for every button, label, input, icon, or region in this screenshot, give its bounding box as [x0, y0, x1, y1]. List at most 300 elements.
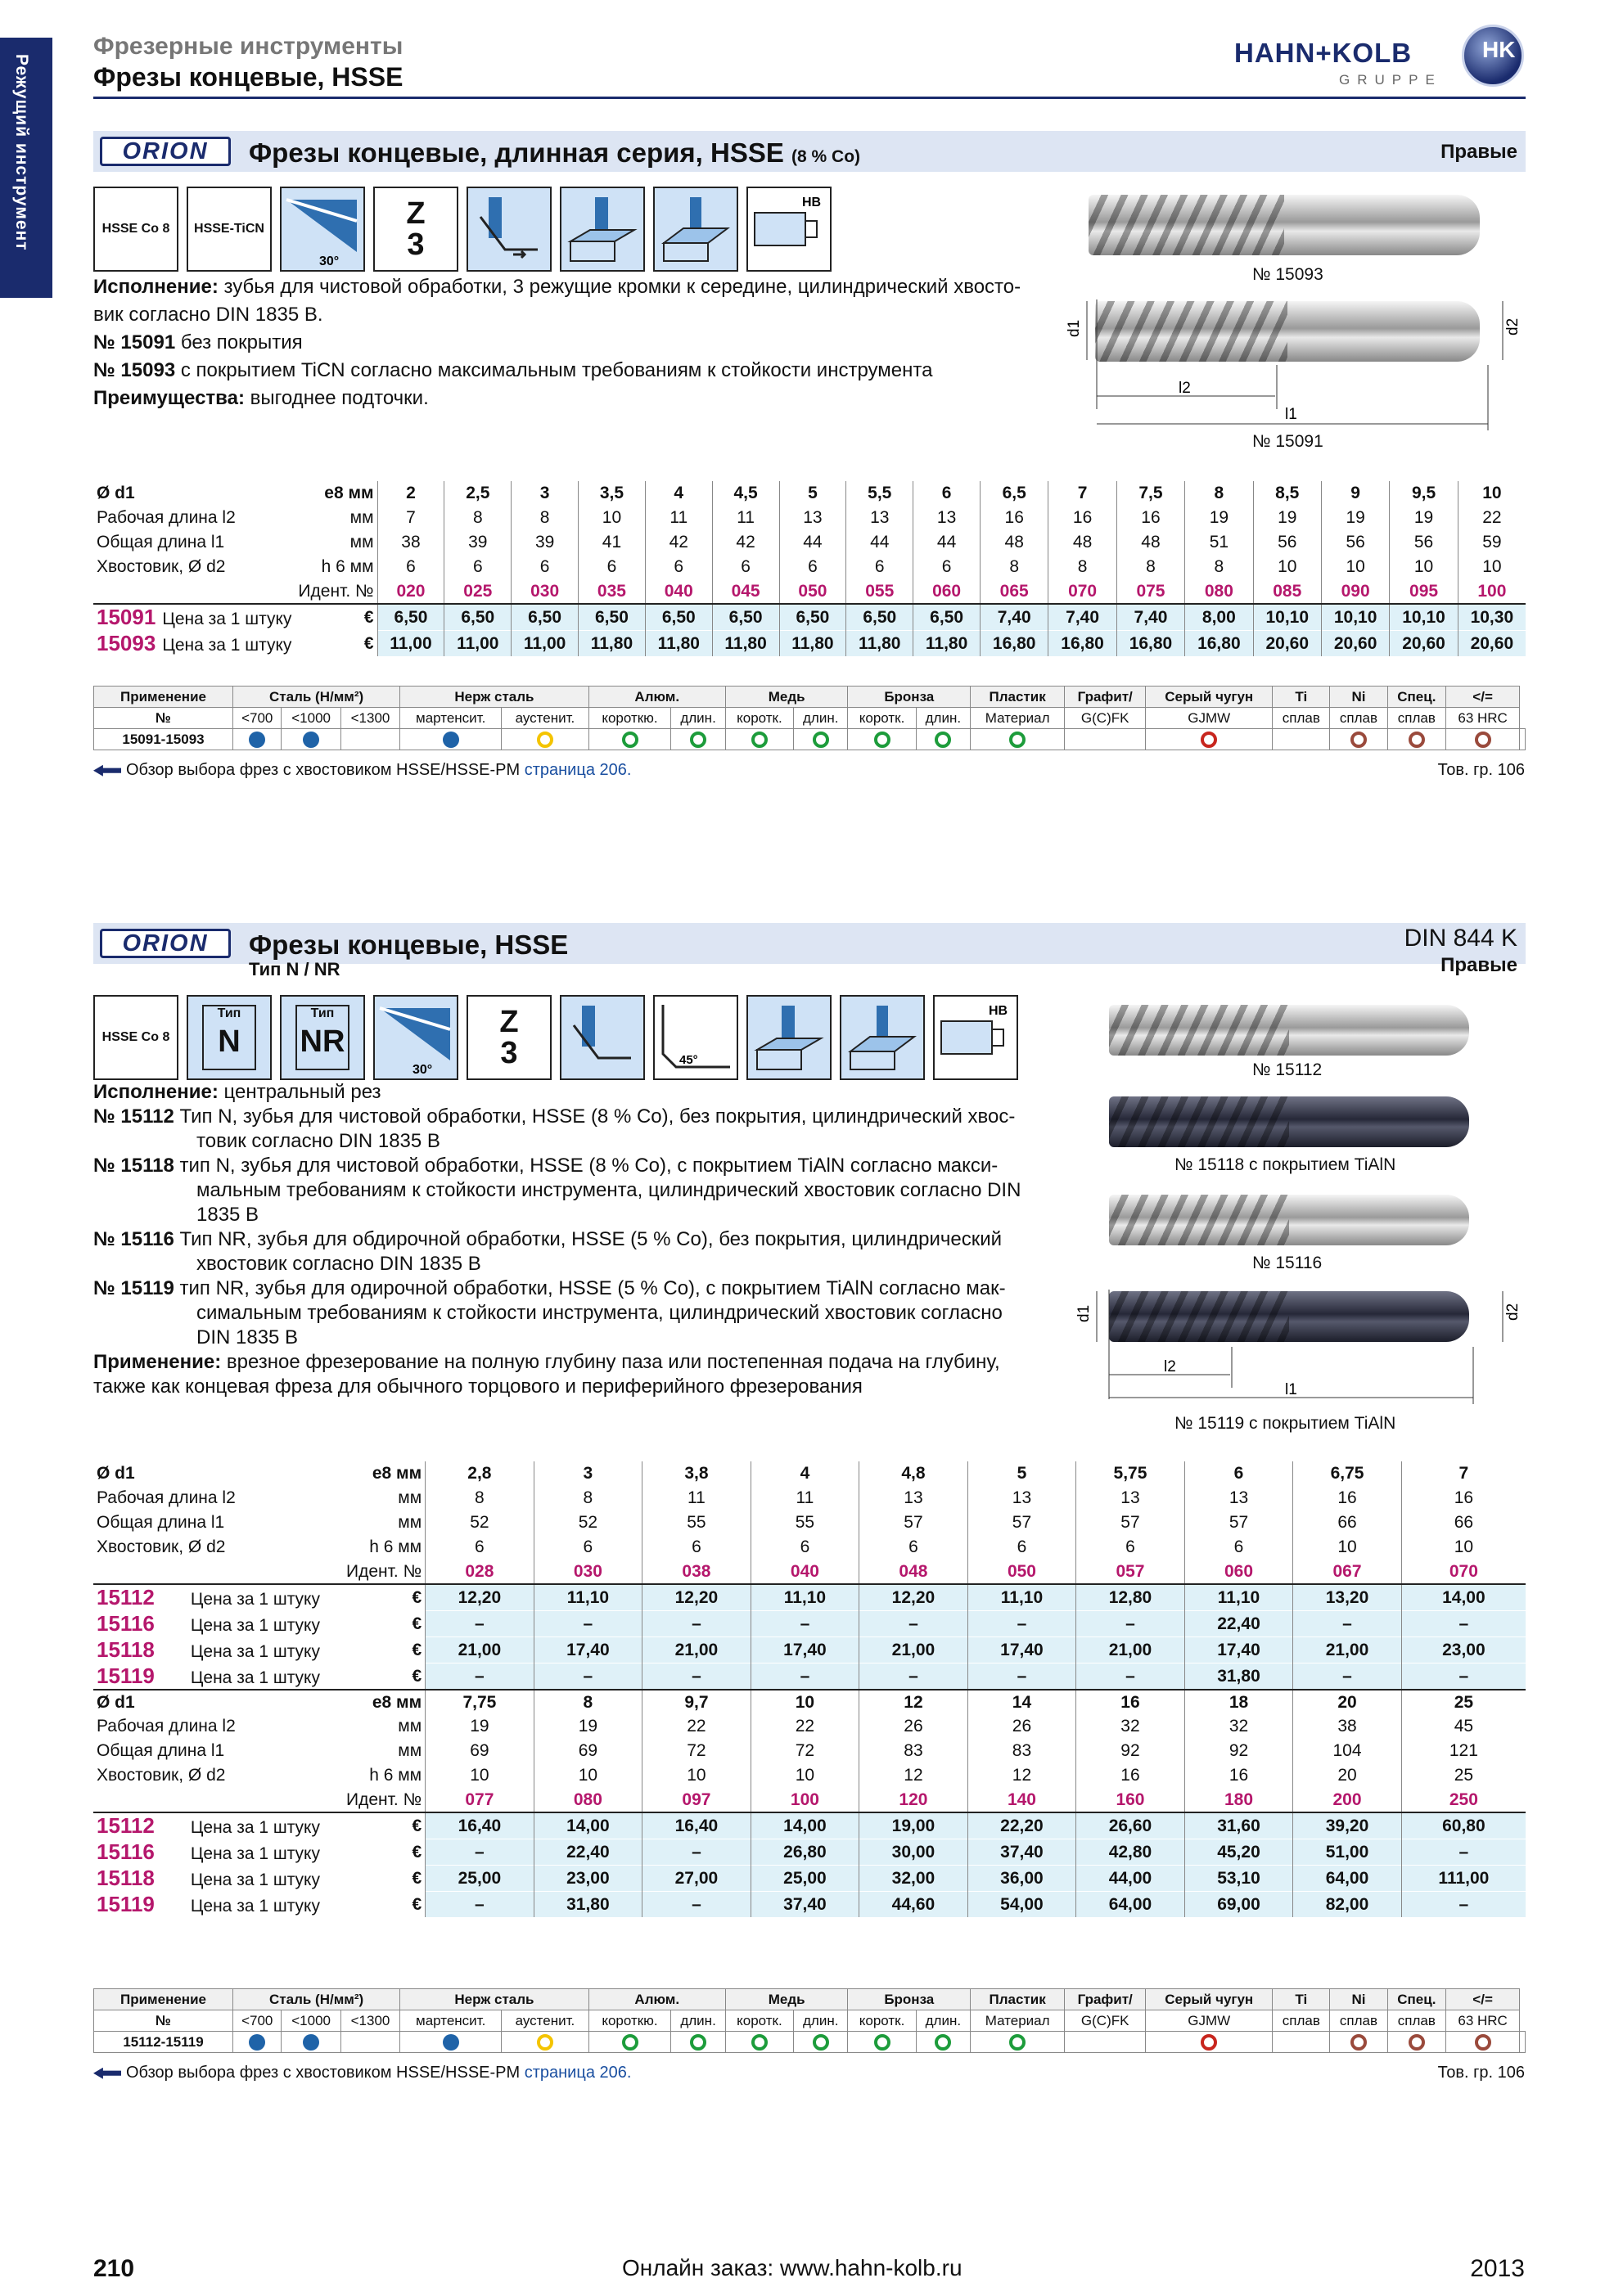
section2-spec-table: [93, 1461, 1526, 1917]
material-header: [94, 687, 1526, 708]
material-subgroup: сплав: [1273, 2010, 1330, 2032]
suitability-cell: [502, 729, 589, 750]
spec-cell: 6: [1184, 1461, 1293, 1486]
price-cell: 8,00: [1185, 604, 1253, 631]
material-group: </=: [1446, 687, 1520, 708]
spec-cell: 13: [1184, 1486, 1293, 1510]
section2-direction: Правые: [1440, 954, 1517, 976]
suitability-cell: [400, 729, 502, 750]
material-group: Спец.: [1387, 1989, 1446, 2010]
price-cell: 6,50: [846, 604, 913, 631]
price-label: Цена за 1 штуку: [190, 1871, 320, 1889]
price-cell: 39,20: [1293, 1812, 1402, 1839]
suitability-cell: [588, 2032, 671, 2053]
header-rule: [93, 97, 1526, 99]
brand-logo-text: HAHN+KOLB: [1234, 38, 1413, 68]
material-subgroup: длин.: [916, 2010, 971, 2032]
spec-cell: 6: [534, 1535, 642, 1560]
suitability-cell: [1520, 2032, 1526, 2053]
suitability-cell: [1446, 2032, 1520, 2053]
price-row: [93, 1584, 1526, 1611]
row-unit: e8 мм: [372, 1692, 422, 1712]
price-cell: 21,00: [859, 1637, 968, 1663]
price-cell: 21,00: [426, 1637, 534, 1663]
currency: €: [343, 1663, 426, 1690]
spec-cell: 9: [1321, 481, 1389, 506]
row-label: Рабочая длина l2: [97, 1488, 236, 1507]
spec-cell: 10: [642, 1763, 751, 1788]
suitability-cell: [282, 2032, 340, 2053]
material-group: Графит/: [1065, 687, 1146, 708]
spec-cell: 66: [1293, 1510, 1402, 1535]
desc-line: № 15119 тип NR, зубья для одирочной обработки, HSSE (5 % Co), с покрытием TiAlN согласно мак-симальным требованиям к стойкости инструмента, цилиндрический хвостовик согласно DIN 1835 B: [93, 1277, 1006, 1348]
currency: €: [343, 1637, 426, 1663]
spec-cell: 16: [1293, 1486, 1402, 1510]
material-group: Применение: [94, 1989, 233, 2010]
price-cell: 7,40: [1048, 604, 1116, 631]
desc-line: № 15118 тип N, зубья для чистовой обработки, HSSE (8 % Co), с покрытием TiAlN согласно макси-мальным требованиям к стойкости инструмента, цилиндрический хвостовик согласно DIN 1835 B: [93, 1155, 1021, 1226]
spec-row: [93, 530, 1526, 555]
suitability-cell: [588, 729, 671, 750]
spec-cell: 72: [642, 1739, 751, 1763]
spec-cell: 7,75: [426, 1690, 534, 1714]
spec-cell: 16: [1076, 1690, 1185, 1714]
suitability-cell: [1065, 729, 1146, 750]
tool-image-15093: [1089, 195, 1480, 255]
price-cell: 10,30: [1458, 604, 1526, 631]
spec-cell: 22: [1458, 506, 1526, 530]
spec-cell: 8: [981, 555, 1048, 579]
material-subgroup: короткю.: [588, 2010, 671, 2032]
spec-cell: 065: [981, 579, 1048, 604]
tool-image-15118: [1109, 1096, 1469, 1147]
material-group: Графит/: [1065, 1989, 1146, 2010]
shank-hb-icon: [933, 995, 1018, 1080]
spec-cell: 250: [1401, 1788, 1526, 1812]
spec-cell: 56: [1390, 530, 1458, 555]
limited-dot-icon: [1201, 732, 1217, 748]
brand-logo-subtext: GRUPPE: [1339, 72, 1442, 88]
spec-cell: 6: [712, 555, 779, 579]
article-number: 15116: [97, 1839, 155, 1864]
price-cell: –: [1293, 1663, 1402, 1690]
price-cell: –: [859, 1611, 968, 1637]
material-subgroup: <1300: [340, 2010, 399, 2032]
material-subgroup: сплав: [1330, 2010, 1387, 2032]
spec-cell: 20: [1293, 1690, 1402, 1714]
material-subgroup: мартенсит.: [400, 708, 502, 729]
material-subgroup: сплав: [1330, 708, 1387, 729]
price-cell: 12,20: [642, 1584, 751, 1611]
side-tab: Режущий инструмент: [0, 38, 52, 298]
article-cell: [93, 1663, 343, 1690]
order-url[interactable]: Онлайн заказ: www.hahn-kolb.ru: [622, 2255, 963, 2280]
article-cell: [93, 1812, 343, 1839]
price-label: Цена за 1 штуку: [190, 1844, 320, 1863]
price-cell: –: [642, 1663, 751, 1690]
suitability-cell: [916, 2032, 971, 2053]
price-cell: 31,60: [1184, 1812, 1293, 1839]
spec-cell: 5,5: [846, 481, 913, 506]
suitability-cell: [1146, 729, 1273, 750]
price-cell: 37,40: [967, 1839, 1076, 1866]
spec-cell: 080: [534, 1788, 642, 1812]
material-subgroup: коротк.: [725, 2010, 793, 2032]
price-cell: 11,80: [579, 631, 646, 657]
spec-cell: 3: [534, 1461, 642, 1486]
section2-title: Фрезы концевые, HSSE: [249, 930, 569, 960]
row-unit: мм: [349, 533, 374, 551]
material-subgroup: длин.: [671, 708, 726, 729]
spec-cell: 59: [1458, 530, 1526, 555]
material-group: Медь: [725, 1989, 848, 2010]
material-subgroup: мартенсит.: [400, 2010, 502, 2032]
spec-cell: 6: [645, 555, 712, 579]
currency: €: [295, 604, 377, 631]
caption-15118: № 15118 с покрытием TiAlN: [1174, 1155, 1396, 1174]
arrow-left-icon: [93, 765, 121, 777]
svg-text:30°: 30°: [319, 254, 340, 268]
flute-count-icon: Z 3: [373, 187, 458, 272]
material-subgroup: G(C)FK: [1065, 708, 1146, 729]
spec-cell: 12: [859, 1690, 968, 1714]
price-cell: 16,40: [426, 1812, 534, 1839]
spec-cell: 83: [967, 1739, 1076, 1763]
spec-cell: 8: [444, 506, 512, 530]
suitability-cell: [848, 2032, 916, 2053]
spec-row: [93, 1510, 1526, 1535]
spec-cell: 13: [967, 1486, 1076, 1510]
price-cell: 22,40: [534, 1839, 642, 1866]
spec-cell: 16: [1076, 1763, 1185, 1788]
spec-cell: 4: [751, 1461, 859, 1486]
suitability-cell: [1065, 2032, 1146, 2053]
flute-count-icon: Z 3: [467, 995, 552, 1080]
spec-cell: 42: [645, 530, 712, 555]
spec-cell: 4,5: [712, 481, 779, 506]
price-cell: 14,00: [751, 1812, 859, 1839]
svg-text:d1: d1: [1066, 319, 1083, 337]
spec-cell: 10: [1390, 555, 1458, 579]
suitability-cell: [400, 2032, 502, 2053]
price-cell: –: [967, 1611, 1076, 1637]
section1-direction: Правые: [1440, 141, 1517, 163]
suitable-dot-icon: [622, 732, 638, 748]
spec-cell: 2,8: [426, 1461, 534, 1486]
coating-ticn-icon: HSSE-TiCN: [187, 187, 272, 272]
material-hsse-co8-icon: HSSE Co 8: [93, 995, 178, 1080]
price-cell: 60,80: [1401, 1812, 1526, 1839]
price-cell: 11,00: [512, 631, 579, 657]
suitability-cell: [971, 729, 1065, 750]
chamfer-angle-icon: [653, 995, 738, 1080]
spec-row: [93, 1763, 1526, 1788]
material-group: Применение: [94, 687, 233, 708]
spec-cell: 7: [1401, 1461, 1526, 1486]
price-label: Цена за 1 штуку: [190, 1616, 320, 1635]
price-cell: 11,00: [444, 631, 512, 657]
suitability-cell: [502, 2032, 589, 2053]
price-cell: –: [751, 1663, 859, 1690]
material-header: [94, 1989, 1526, 2010]
spec-cell: 6: [1076, 1535, 1185, 1560]
spec-cell: 16: [1048, 506, 1116, 530]
price-cell: –: [1293, 1611, 1402, 1637]
spec-cell: 44: [913, 530, 981, 555]
svg-text:45°: 45°: [679, 1053, 698, 1067]
price-cell: 26,80: [751, 1839, 859, 1866]
price-cell: 11,80: [712, 631, 779, 657]
spec-cell: 6: [751, 1535, 859, 1560]
spec-cell: 070: [1048, 579, 1116, 604]
price-label: Цена за 1 штуку: [190, 1897, 320, 1916]
spec-cell: 075: [1116, 579, 1184, 604]
recommended-dot-icon: [303, 2034, 319, 2051]
spec-cell: 25: [1401, 1690, 1526, 1714]
spec-cell: 83: [859, 1739, 968, 1763]
spec-cell: 19: [1390, 506, 1458, 530]
material-subgroup: №: [94, 2010, 233, 2032]
price-cell: 11,10: [967, 1584, 1076, 1611]
special-dot-icon: [1409, 2034, 1425, 2051]
spec-cell: 39: [444, 530, 512, 555]
row-label: Рабочая длина l2: [97, 1717, 236, 1736]
spec-cell: 16: [1401, 1486, 1526, 1510]
spec-cell: 10: [751, 1763, 859, 1788]
spec-cell: 5,75: [1076, 1461, 1185, 1486]
row-unit: e8 мм: [372, 1464, 422, 1483]
price-cell: 11,80: [846, 631, 913, 657]
spec-cell: 060: [913, 579, 981, 604]
spec-cell: 69: [534, 1739, 642, 1763]
spec-cell: 6: [913, 555, 981, 579]
arrow-left-icon: [93, 2068, 121, 2079]
material-subgroup: 63 HRC: [1446, 708, 1520, 729]
suitability-cell: [282, 729, 340, 750]
material-group: Спец.: [1387, 687, 1446, 708]
spec-cell: 92: [1184, 1739, 1293, 1763]
spec-row: [93, 481, 1526, 506]
price-label: Цена за 1 штуку: [190, 1668, 320, 1687]
spec-cell: 48: [1116, 530, 1184, 555]
section2-group: Тов. гр. 106: [1437, 2064, 1525, 2082]
row-label: [93, 1788, 343, 1812]
suitability-cell: [671, 2032, 726, 2053]
article-range: 15091-15093: [94, 729, 233, 750]
spec-cell: 13: [846, 506, 913, 530]
spec-cell: 097: [642, 1788, 751, 1812]
suitable-dot-icon: [813, 732, 829, 748]
special-dot-icon: [1475, 2034, 1491, 2051]
article-number: 15112: [97, 1585, 155, 1609]
spec-cell: 2,5: [444, 481, 512, 506]
spec-cell: 14: [967, 1690, 1076, 1714]
caption-15116: № 15116: [1252, 1254, 1323, 1272]
price-cell: 30,00: [859, 1839, 968, 1866]
row-unit: h 6 мм: [369, 1537, 422, 1556]
row-unit: Идент. №: [343, 1788, 426, 1812]
article-cell: [93, 1866, 343, 1892]
desc-line: Преимущества: выгоднее подточки.: [93, 387, 429, 409]
price-cell: 42,80: [1076, 1839, 1185, 1866]
suitability-cell: [1330, 729, 1387, 750]
suitability-row: [94, 729, 1526, 750]
price-label: Цена за 1 штуку: [162, 636, 292, 655]
article-number: 15116: [97, 1611, 155, 1636]
spec-cell: 19: [1253, 506, 1321, 530]
material-subgroup: коротк.: [848, 2010, 916, 2032]
price-cell: 16,80: [1185, 631, 1253, 657]
recommended-dot-icon: [303, 732, 319, 748]
spec-cell: 6: [779, 555, 846, 579]
spec-cell: 100: [751, 1788, 859, 1812]
spec-cell: 3,5: [579, 481, 646, 506]
price-cell: 11,80: [645, 631, 712, 657]
spec-cell: 095: [1390, 579, 1458, 604]
recommended-dot-icon: [249, 732, 265, 748]
price-row: [93, 1866, 1526, 1892]
slot-milling-icon: [746, 995, 832, 1080]
row-label: Ø d1: [97, 1464, 135, 1483]
spec-cell: 085: [1253, 579, 1321, 604]
special-dot-icon: [1350, 732, 1367, 748]
currency: €: [343, 1584, 426, 1611]
material-subheader: [94, 708, 1526, 729]
section1-footnote[interactable]: Обзор выбора фрез с хвостовиком HSSE/HSSE-PM страница 206.: [93, 761, 631, 780]
spec-cell: 38: [377, 530, 444, 555]
price-cell: 36,00: [967, 1866, 1076, 1892]
price-cell: 27,00: [642, 1866, 751, 1892]
side-milling-icon: [467, 187, 552, 272]
price-label: Цена за 1 штуку: [162, 610, 292, 628]
material-group: Сталь (Н/мм²): [233, 687, 400, 708]
spec-cell: 050: [967, 1560, 1076, 1584]
price-cell: 7,40: [1116, 604, 1184, 631]
pocket-milling-icon: [840, 995, 925, 1080]
price-row: [93, 1812, 1526, 1839]
spec-cell: 10: [534, 1763, 642, 1788]
spec-cell: 045: [712, 579, 779, 604]
spec-cell: 92: [1076, 1739, 1185, 1763]
currency: €: [295, 631, 377, 657]
price-cell: –: [534, 1663, 642, 1690]
spec-cell: 52: [426, 1510, 534, 1535]
spec-cell: 19: [1321, 506, 1389, 530]
spec-cell: 39: [512, 530, 579, 555]
material-subgroup: <700: [233, 2010, 282, 2032]
material-group: Пластик: [971, 1989, 1065, 2010]
spec-cell: 13: [1076, 1486, 1185, 1510]
spec-cell: 22: [642, 1714, 751, 1739]
price-cell: 23,00: [534, 1866, 642, 1892]
suitable-dot-icon: [751, 2034, 768, 2051]
spec-cell: 57: [859, 1510, 968, 1535]
price-cell: 64,00: [1076, 1892, 1185, 1918]
spec-cell: 10: [1401, 1535, 1526, 1560]
price-cell: 17,40: [1184, 1637, 1293, 1663]
spec-cell: 7,5: [1116, 481, 1184, 506]
spec-cell: 11: [751, 1486, 859, 1510]
price-cell: 11,10: [1184, 1584, 1293, 1611]
spec-cell: 9,5: [1390, 481, 1458, 506]
type-nr-icon: Тип NR: [280, 995, 365, 1080]
spec-cell: 8: [426, 1486, 534, 1510]
material-group: Алюм.: [588, 1989, 725, 2010]
spec-cell: 050: [779, 579, 846, 604]
row-unit: мм: [398, 1488, 422, 1507]
price-cell: 6,50: [444, 604, 512, 631]
caption-15112: № 15112: [1252, 1060, 1323, 1079]
price-cell: 21,00: [1076, 1637, 1185, 1663]
spec-cell: 10: [579, 506, 646, 530]
suitability-cell: [233, 2032, 282, 2053]
suitability-cell: [1387, 2032, 1446, 2053]
spec-cell: 16: [1116, 506, 1184, 530]
spec-cell: 4: [645, 481, 712, 506]
spec-cell: 10: [1321, 555, 1389, 579]
price-cell: 45,20: [1184, 1839, 1293, 1866]
conditional-dot-icon: [537, 2034, 553, 2051]
material-group: Бронза: [848, 1989, 971, 2010]
currency: €: [343, 1611, 426, 1637]
spec-cell: 020: [377, 579, 444, 604]
price-cell: 11,10: [534, 1584, 642, 1611]
material-subgroup: длин.: [916, 708, 971, 729]
desc-line: № 15116 Тип NR, зубья для обдирочной обработки, HSSE (5 % Co), без покрытия, цилиндрический хвостовик согласно DIN 1835 B: [93, 1228, 1003, 1275]
price-cell: –: [1401, 1663, 1526, 1690]
price-cell: 26,60: [1076, 1812, 1185, 1839]
section2-footnote[interactable]: Обзор выбора фрез с хвостовиком HSSE/HSSE-PM страница 206.: [93, 2064, 631, 2082]
material-subgroup: аустенит.: [502, 708, 589, 729]
spec-cell: 10: [1253, 555, 1321, 579]
section2-header: [93, 923, 1526, 979]
spec-cell: 8,5: [1253, 481, 1321, 506]
material-group: Ti: [1273, 1989, 1330, 2010]
spec-cell: 10: [1458, 555, 1526, 579]
price-cell: –: [1076, 1611, 1185, 1637]
material-subgroup: сплав: [1387, 2010, 1446, 2032]
spec-cell: 030: [512, 579, 579, 604]
pocket-milling-icon: [653, 187, 738, 272]
spec-cell: 028: [426, 1560, 534, 1584]
desc-line: Исполнение: центральный рез: [93, 1081, 381, 1103]
price-cell: 44,00: [1076, 1866, 1185, 1892]
row-unit: Идент. №: [295, 579, 377, 604]
spec-cell: 55: [751, 1510, 859, 1535]
spec-cell: 10: [426, 1763, 534, 1788]
spec-cell: 040: [645, 579, 712, 604]
price-cell: 44,60: [859, 1892, 968, 1918]
price-cell: 6,50: [913, 604, 981, 631]
spec-cell: 6: [1184, 1535, 1293, 1560]
spec-cell: 13: [859, 1486, 968, 1510]
price-cell: –: [642, 1611, 751, 1637]
material-subgroup: короткю.: [588, 708, 671, 729]
price-label: Цена за 1 штуку: [190, 1590, 320, 1609]
article-cell: [93, 1584, 343, 1611]
spec-cell: 180: [1184, 1788, 1293, 1812]
spec-cell: 57: [1184, 1510, 1293, 1535]
section2-icon-row: [93, 995, 1018, 1080]
spec-cell: 6,75: [1293, 1461, 1402, 1486]
price-cell: 31,80: [1184, 1663, 1293, 1690]
svg-text:HB: HB: [989, 1004, 1008, 1018]
price-cell: –: [426, 1611, 534, 1637]
spec-cell: 19: [534, 1714, 642, 1739]
material-group: Нерж сталь: [400, 1989, 588, 2010]
spec-cell: 025: [444, 579, 512, 604]
suitable-dot-icon: [622, 2034, 638, 2051]
